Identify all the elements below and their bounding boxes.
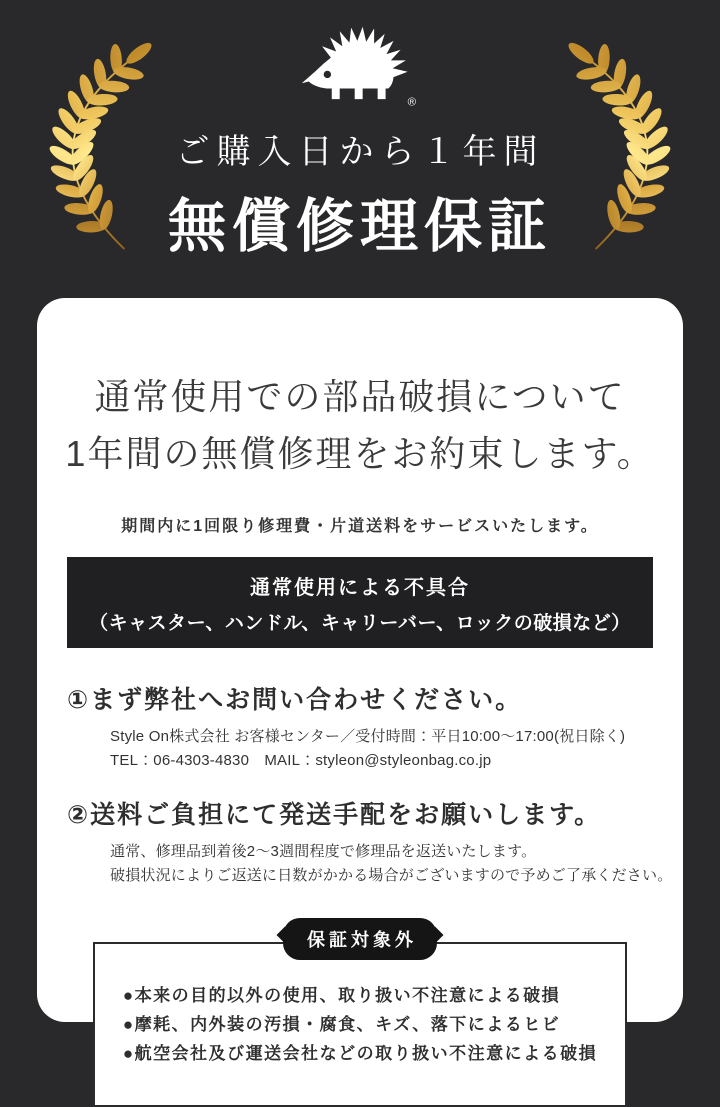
registered-mark: ® bbox=[407, 96, 417, 109]
exclusion-item: ●摩耗、内外装の汚損・腐食、キズ、落下によるヒビ bbox=[122, 1014, 561, 1034]
hedgehog-eye bbox=[324, 71, 331, 78]
exclusion-box bbox=[93, 942, 627, 1107]
covered-defects-examples: （キャスター、ハンドル、キャリーバー、ロックの破損など） bbox=[89, 612, 631, 634]
step-2 bbox=[67, 795, 683, 888]
covered-defects-panel bbox=[67, 557, 653, 648]
exclusion-list bbox=[123, 982, 597, 1069]
card-title-line1: 通常使用での部品破損について bbox=[94, 375, 626, 417]
exclusion-item: ●航空会社及び運送会社などの取り扱い不注意による破損 bbox=[122, 1043, 598, 1063]
card-subtitle: 期間内に1回限り修理費・片道送料をサービスいたします。 bbox=[121, 517, 599, 535]
hero-title: 無償修理保証 bbox=[167, 192, 552, 260]
exclusion-item: ●本来の目的以外の使用、取り扱い不注意による破損 bbox=[122, 985, 561, 1005]
hero-subtitle: ご購入日から１年間 bbox=[175, 132, 545, 172]
covered-defects-title: 通常使用による不具合 bbox=[250, 576, 470, 599]
warranty-card bbox=[37, 298, 683, 1063]
step-2-heading: ②送料ご負担にて発送手配をお願いします。 bbox=[67, 800, 602, 829]
exclusion-section bbox=[93, 918, 627, 1107]
tel-mail-line: TEL：06-4303-4830 MAIL：styleon@styleonbag.co.jp bbox=[110, 751, 492, 769]
contact-info-line: Style On株式会社 お客様センター／受付時間：平日10:00〜17:00(祝日除く) bbox=[110, 727, 626, 745]
step-2-details bbox=[110, 840, 683, 888]
return-time-line: 通常、修理品到着後2〜3週間程度で修理品を返送いたします。 bbox=[110, 842, 537, 860]
laurel-right-icon bbox=[579, 50, 675, 258]
card-title-line2: 1年間の無償修理をお約束します。 bbox=[65, 433, 655, 475]
return-notice-line: 破損状況によりご返送に日数がかかる場合がございますので予めご了承ください。 bbox=[110, 866, 673, 884]
step-1-details bbox=[110, 725, 683, 773]
card-title bbox=[37, 368, 683, 483]
hero-section bbox=[0, 0, 720, 298]
exclusion-badge: 保証対象外 bbox=[283, 918, 437, 960]
step-1-heading: ①まず弊社へお問い合わせください。 bbox=[67, 685, 523, 714]
hedgehog-logo-icon bbox=[300, 25, 420, 108]
step-1 bbox=[67, 680, 683, 773]
laurel-left-icon bbox=[45, 50, 141, 258]
